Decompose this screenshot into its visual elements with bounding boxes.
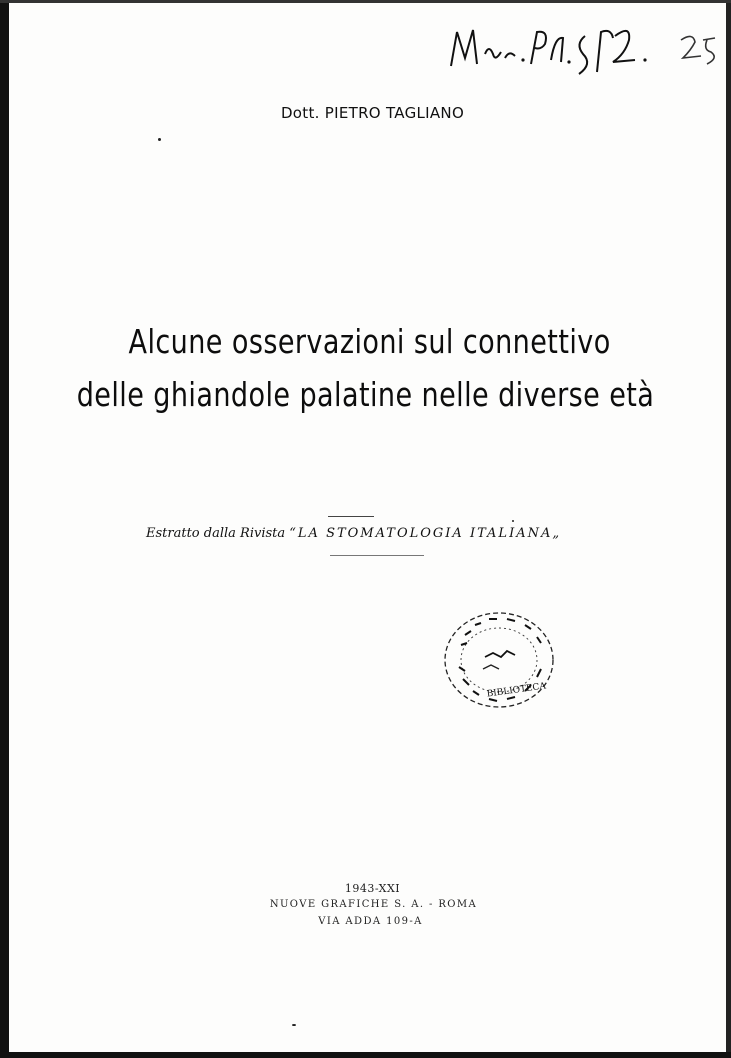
- journal-name: “LA STOMATOLOGIA ITALIANA„: [289, 526, 562, 541]
- imprint-address: VIA ADDA 109-A: [318, 916, 423, 927]
- scan-speck: [158, 138, 161, 141]
- handwritten-shelf-mark: [445, 14, 725, 84]
- title-line-1: Alcune osservazioni sul connettivo: [128, 322, 611, 361]
- scan-speck: [512, 520, 514, 522]
- imprint-publisher: NUOVE GRAFICHE S. A. - ROMA: [269, 899, 478, 910]
- title-line-2: delle ghiandole palatine nelle diverse età: [76, 375, 655, 414]
- library-stamp: [437, 605, 562, 715]
- extract-prefix: Estratto dalla Rivista: [146, 526, 286, 541]
- imprint-year: 1943-XXI: [344, 882, 401, 895]
- scan-speck: [292, 1024, 296, 1026]
- author-name: Dott. PIETRO TAGLIANO: [280, 104, 465, 122]
- scan-edge-top: [0, 0, 731, 3]
- divider-bottom: [330, 555, 424, 556]
- stamp-text: BIBLIOTECA: [486, 681, 547, 700]
- divider-top: [328, 516, 374, 517]
- scan-edge-bottom: [0, 1052, 731, 1058]
- extract-line: [146, 526, 561, 541]
